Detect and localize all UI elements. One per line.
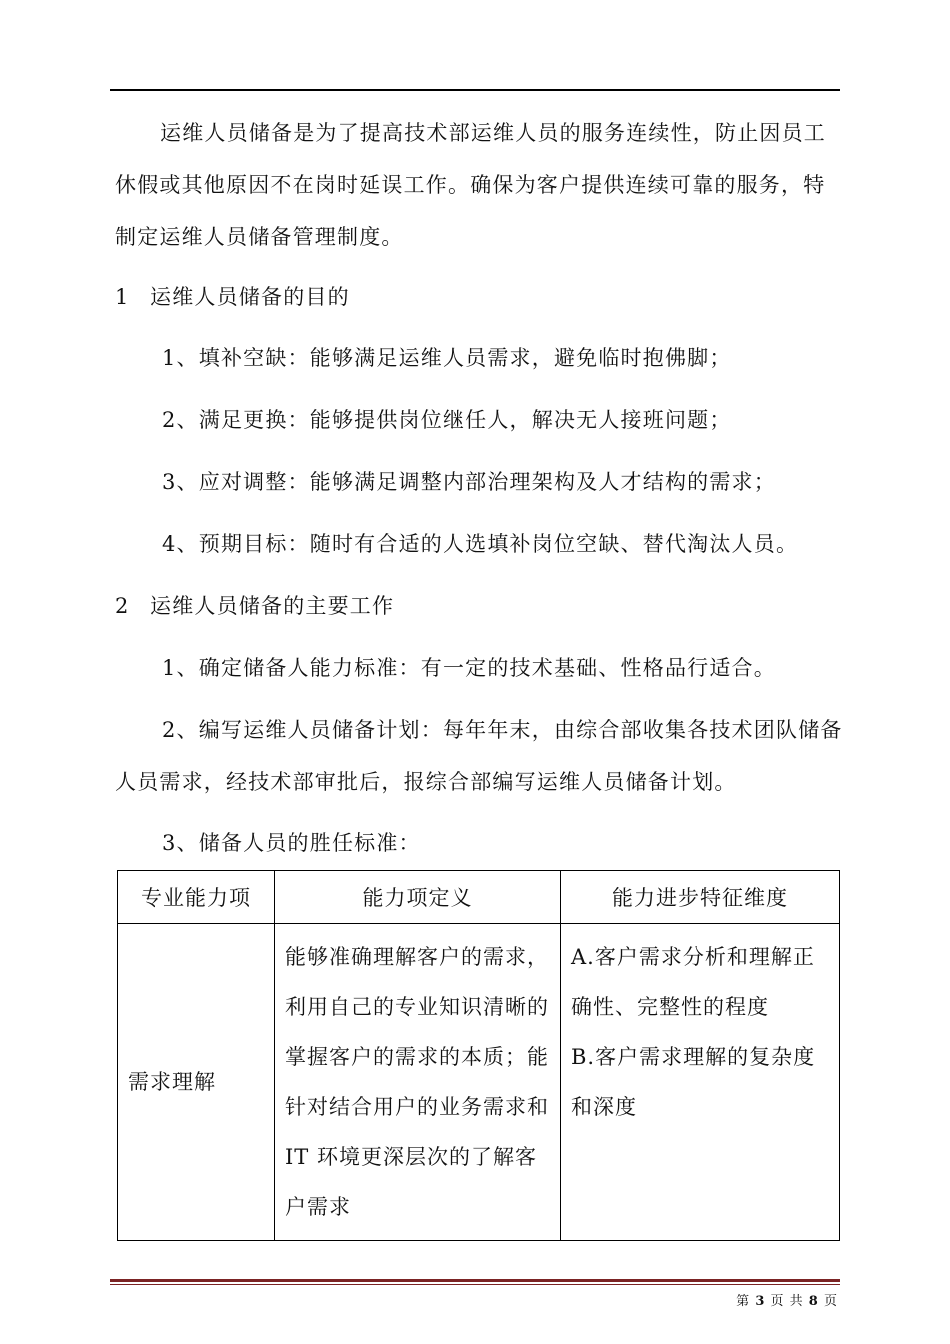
- table-row: [118, 924, 840, 1241]
- cell-definition: [275, 924, 561, 1241]
- definition-line: 利用自己的专业知识清晰的: [285, 995, 549, 1019]
- header-item: 专业能力项: [118, 871, 275, 924]
- header-dimension: 能力进步特征维度: [561, 871, 840, 924]
- section-1-number: 1: [115, 285, 129, 309]
- section-2-item-1: 1、确定储备人能力标准：有一定的技术基础、性格品行适合。: [162, 656, 776, 680]
- dimension-line: A.客户需求分析和理解正: [571, 945, 815, 969]
- definition-line: 能够准确理解客户的需求，: [285, 945, 549, 969]
- header-definition: 能力项定义: [275, 871, 561, 924]
- intro-line-1: 运维人员储备是为了提高技术部运维人员的服务连续性，防止因员工: [160, 121, 826, 145]
- intro-line-3: 制定运维人员储备管理制度。: [115, 225, 404, 249]
- section-2-title: 运维人员储备的主要工作: [150, 594, 395, 618]
- section-1-item-2: 2、满足更换：能够提供岗位继任人，解决无人接班问题；: [162, 408, 732, 432]
- dimension-line: B.客户需求理解的复杂度: [571, 1045, 816, 1069]
- cell-item: 需求理解: [118, 924, 275, 1241]
- current-page: 3: [755, 1294, 766, 1309]
- definition-line: 户需求: [285, 1195, 351, 1219]
- section-2-item-2-line-1: 2、编写运维人员储备计划：每年年末，由综合部收集各技术团队储备: [162, 718, 843, 742]
- page-prefix: 第: [736, 1294, 751, 1309]
- header-rule: [110, 89, 840, 91]
- section-2-item-2-line-2: 人员需求，经技术部审批后，报综合部编写运维人员储备计划。: [115, 770, 737, 794]
- intro-line-2: 休假或其他原因不在岗时延误工作。确保为客户提供连续可靠的服务，特: [115, 173, 826, 197]
- footer-rule-thin: [110, 1284, 840, 1285]
- definition-line: IT 环境更深层次的了解客: [285, 1145, 537, 1169]
- section-1-item-4: 4、预期目标：随时有合适的人选填补岗位空缺、替代淘汰人员。: [162, 532, 799, 556]
- dimension-line: 和深度: [571, 1095, 637, 1119]
- section-2-number: 2: [115, 594, 129, 618]
- definition-line: 针对结合用户的业务需求和: [285, 1095, 549, 1119]
- section-1-item-1: 1、填补空缺：能够满足运维人员需求，避免临时抱佛脚；: [162, 346, 732, 370]
- competency-table: [117, 870, 840, 1241]
- footer-rule-thick: [110, 1279, 840, 1282]
- section-2-item-3: 3、储备人员的胜任标准：: [162, 831, 421, 855]
- table-header-row: [118, 871, 840, 924]
- page-number: [736, 1290, 838, 1309]
- total-pages: 8: [808, 1294, 819, 1309]
- dimension-line: 确性、完整性的程度: [571, 995, 769, 1019]
- section-1-item-3: 3、应对调整：能够满足调整内部治理架构及人才结构的需求；: [162, 470, 776, 494]
- cell-dimension: [561, 924, 840, 1241]
- definition-line: 掌握客户的需求的本质；能: [285, 1045, 549, 1069]
- page-middle: 页 共: [770, 1294, 804, 1309]
- section-1-title: 运维人员储备的目的: [150, 285, 350, 309]
- page-suffix: 页: [823, 1294, 838, 1309]
